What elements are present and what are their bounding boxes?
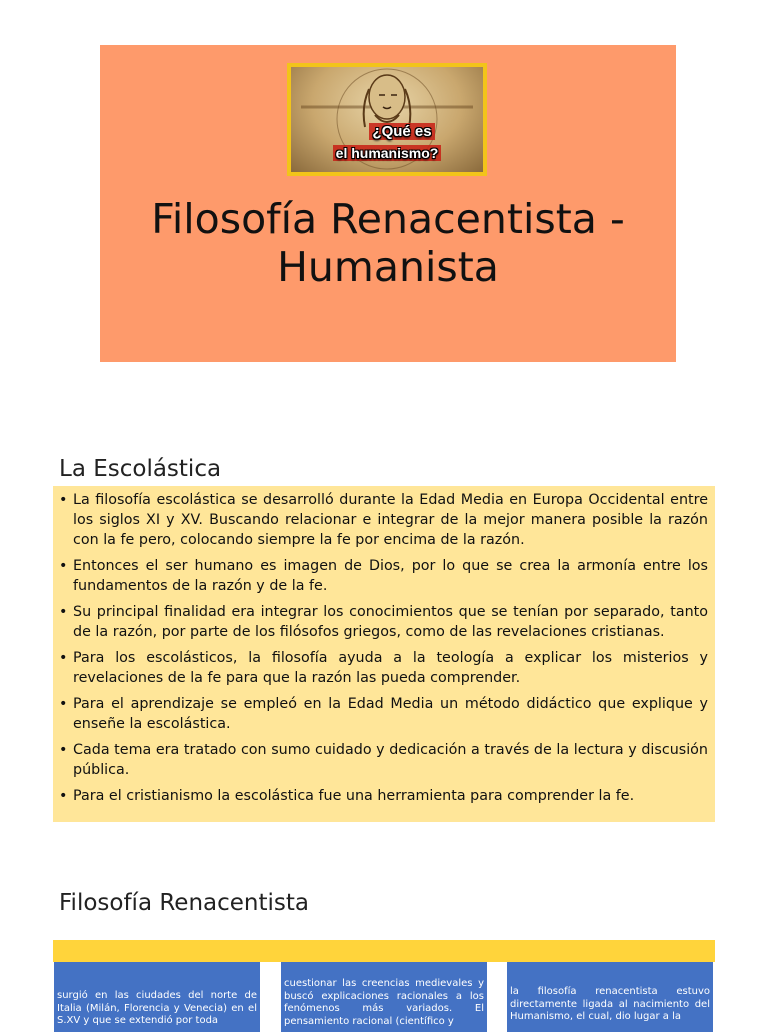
info-card-3: la filosofía renacentista estuvo directamente ligada al nacimiento del Humanismo, el cual, dio lugar a la: [507, 962, 713, 1032]
yellow-band: [53, 940, 715, 962]
renacentista-heading: Filosofía Renacentista: [59, 890, 310, 916]
bullet-item: • Su principal finalidad era integrar los conocimientos que se tenían por separado, tanto de la razón, por parte de los filósofos griegos, como de las revelaciones cristianas.: [59, 602, 708, 642]
title-slide: [100, 45, 676, 362]
slide-title: Filosofía Renacentista - Humanista: [151, 195, 625, 291]
bullet-item: • Para el aprendizaje se empleó en la Edad Media un método didáctico que explique y enseñe la escolástica.: [59, 694, 708, 734]
info-card-2: cuestionar las creencias medievales y buscó explicaciones racionales a los fenómenos más variados. El pensamiento racional (científico y: [281, 962, 487, 1032]
escolastica-heading: La Escolástica: [59, 456, 222, 482]
bullet-item: • Entonces el ser humano es imagen de Dios, por lo que se crea la armonía entre los fundamentos de la razón y de la fe.: [59, 556, 708, 596]
bullet-item: • La filosofía escolástica se desarrolló durante la Edad Media en Europa Occidental entre los siglos XI y XV. Buscando relacionar e integrar de la mejor manera posible la razón con la fe pero, colocando siempre la fe por encima de la razón.: [59, 490, 708, 550]
escolastica-bullet-list: [59, 490, 708, 806]
bullet-item: • Para el cristianismo la escolástica fue una herramienta para comprender la fe.: [59, 786, 708, 806]
bullet-item: • Cada tema era tratado con sumo cuidado y dedicación a través de la lectura y discusión pública.: [59, 740, 708, 780]
humanism-image: [287, 63, 487, 176]
escolastica-bullet-box: [53, 486, 715, 822]
image-caption-line1: ¿Qué es: [291, 123, 483, 140]
bullet-item: • Para los escolásticos, la filosofía ayuda a la teología a explicar los misterios y revelaciones de la fe para que la razón las pueda comprender.: [59, 648, 708, 688]
image-caption-line2: el humanismo?: [291, 145, 483, 161]
vitruvian-drawing: [291, 67, 483, 172]
info-card-1: surgió en las ciudades del norte de Italia (Milán, Florencia y Venecia) en el S.XV y que se extendió por toda: [54, 962, 260, 1032]
